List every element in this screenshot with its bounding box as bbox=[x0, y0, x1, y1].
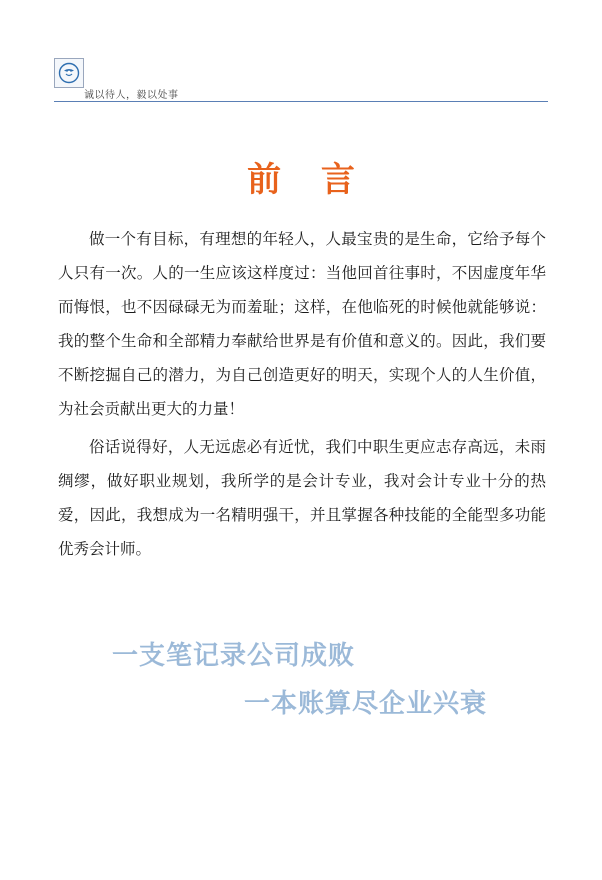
decorative-slogan bbox=[58, 632, 546, 728]
paragraph: 俗话说得好，人无远虑必有近忧，我们中职生更应志存高远，未雨绸缪，做好职业规划，我所学的是会计专业，我对会计专业十分的热爱，因此，我想成为一名精明强干，并且掌握各种技能的全能型多功能优秀会计师。 bbox=[58, 438, 546, 558]
slogan-line: 一支笔记录公司成败 bbox=[112, 641, 356, 671]
page-title: 前 言 bbox=[247, 160, 369, 200]
header-slogan: 诚以待人，毅以处事 bbox=[84, 90, 179, 101]
circular-emblem-icon bbox=[54, 58, 84, 88]
header-divider bbox=[54, 101, 548, 102]
body-content bbox=[58, 222, 546, 570]
paragraph: 做一个有目标，有理想的年轻人，人最宝贵的是生命，它给予每个人只有一次。人的一生应该这样度过：当他回首往事时，不因虚度年华而悔恨，也不因碌碌无为而羞耻；这样，在他临死的时候他就能够说：我的整个生命和全部精力奉献给世界是有价值和意义的。因此，我们要不断挖掘自己的潜力，为自己创造更好的明天，实现个人的人生价值，为社会贡献出更大的力量！ bbox=[58, 230, 546, 418]
page-header bbox=[54, 58, 548, 106]
slogan-line: 一本账算尽企业兴衰 bbox=[244, 689, 488, 719]
